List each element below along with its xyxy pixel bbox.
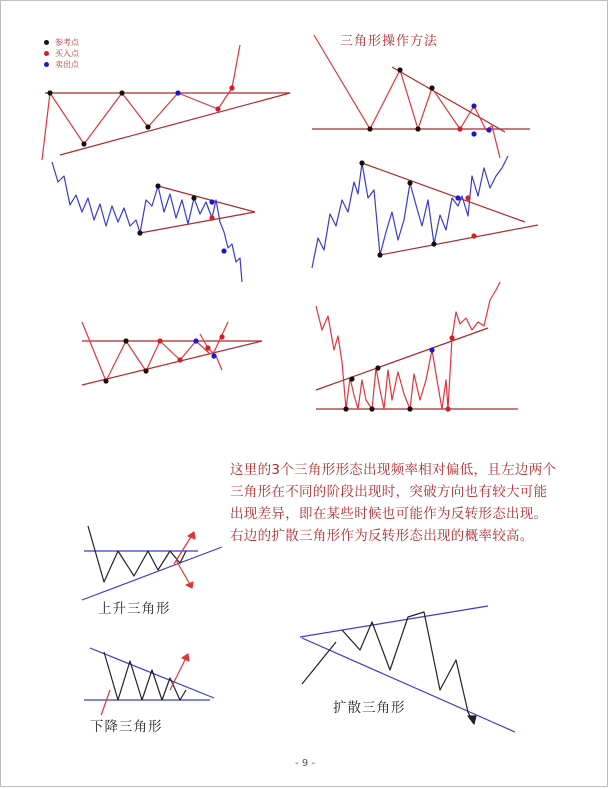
support-trendline xyxy=(60,93,290,155)
buy-point xyxy=(215,106,220,111)
sell-point xyxy=(486,127,491,132)
buy-point xyxy=(465,195,470,200)
reference-point xyxy=(123,338,128,343)
upper-trendline xyxy=(362,163,525,222)
legend-label-buy: 买入点 xyxy=(55,49,79,58)
reference-point xyxy=(369,406,374,411)
price-line xyxy=(312,156,508,268)
price-line xyxy=(316,282,500,409)
buy-point xyxy=(471,233,476,238)
reference-point xyxy=(375,365,380,370)
buy-point xyxy=(449,335,454,340)
schematic-ascending-triangle xyxy=(82,526,222,600)
sell-point xyxy=(209,199,214,204)
reference-point xyxy=(407,180,412,185)
support-trendline xyxy=(82,547,222,600)
reference-point xyxy=(359,160,364,165)
reference-point xyxy=(191,195,196,200)
reference-point xyxy=(137,230,142,235)
reference-point xyxy=(343,406,348,411)
down-arrow-icon xyxy=(468,716,476,724)
panel-symmetric-breakout xyxy=(312,156,538,268)
buy-point xyxy=(219,334,224,339)
entry-arrow-shaft xyxy=(302,642,336,684)
buy-point xyxy=(177,357,182,362)
buy-point xyxy=(457,126,462,131)
panel-descending-example xyxy=(312,35,530,158)
reference-point xyxy=(145,124,150,129)
buy-point xyxy=(205,345,210,350)
lower-trendline xyxy=(140,212,255,233)
up-arrow-icon xyxy=(188,532,195,539)
sell-point xyxy=(429,347,434,352)
reference-point xyxy=(377,252,382,257)
buy-point xyxy=(445,406,450,411)
reference-point xyxy=(367,126,372,131)
sell-point xyxy=(471,131,476,136)
reference-point xyxy=(407,406,412,411)
price-line xyxy=(314,35,500,158)
reference-point xyxy=(429,85,434,90)
sell-point xyxy=(211,353,216,358)
sell-point xyxy=(471,103,476,108)
panel-symmetric-breakdown xyxy=(52,162,255,282)
caption-expanding-triangle: 扩散三角形 xyxy=(333,696,406,716)
reference-point xyxy=(431,241,436,246)
reference-point xyxy=(143,368,148,373)
reference-point xyxy=(155,183,160,188)
price-line xyxy=(82,322,228,381)
caption-ascending-triangle: 上升三角形 xyxy=(98,597,171,617)
resistance-trendline xyxy=(90,648,214,698)
legend-label-sell: 卖出点 xyxy=(55,60,79,69)
reference-point xyxy=(415,126,420,131)
price-line xyxy=(42,45,240,160)
panel-ascending-example xyxy=(42,45,290,160)
buy-point xyxy=(229,85,234,90)
price-line xyxy=(52,162,242,282)
panel-ascending-retest xyxy=(82,322,262,385)
page-title: 三角形操作方法 xyxy=(340,34,439,49)
zigzag-price xyxy=(88,526,186,582)
up-arrow-icon xyxy=(182,654,189,661)
sell-point xyxy=(193,338,198,343)
upper-trendline xyxy=(158,186,255,212)
caption-descending-triangle: 下降三角形 xyxy=(90,715,163,735)
support-trendline xyxy=(82,341,262,385)
sell-point xyxy=(455,195,460,200)
legend-label-reference: 参考点 xyxy=(55,38,79,47)
reference-point xyxy=(397,67,402,72)
down-arrow-icon xyxy=(186,582,193,588)
buy-point xyxy=(157,338,162,343)
reference-point xyxy=(103,378,108,383)
reference-point xyxy=(119,90,124,95)
upper-trendline xyxy=(300,606,488,637)
reference-point xyxy=(349,376,354,381)
panel-rising-base xyxy=(316,282,518,412)
description-text: 这里的3个三角形形态出现频率相对偏低，且左边两个三角形在不同的阶段出现时，突破方向也有较大可能出现差异，即在某些时候也可能作为反转形态出现。右边的扩散三角形作为反转形态出现的概率较高。 xyxy=(230,462,557,544)
reference-point xyxy=(47,90,52,95)
reference-point xyxy=(81,141,86,146)
buy-point xyxy=(209,215,214,220)
lower-trendline xyxy=(302,638,515,732)
sell-point xyxy=(221,248,226,253)
lower-trendline xyxy=(380,225,538,255)
page-number: - 9 - xyxy=(295,758,315,769)
sell-point xyxy=(175,90,180,95)
